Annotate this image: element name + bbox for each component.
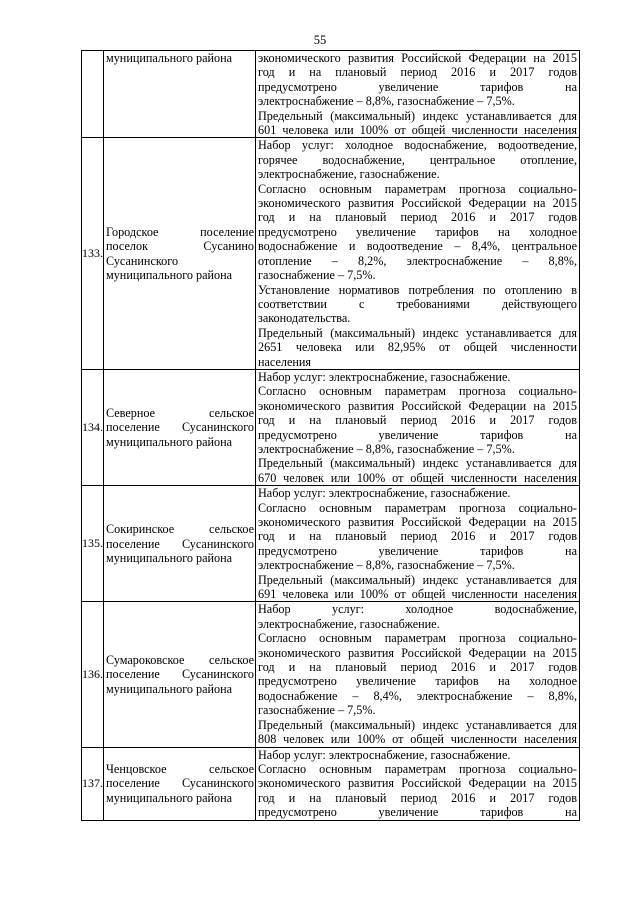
description-line: населения: [258, 354, 312, 369]
tariff-description-cell: [256, 369, 580, 485]
description-line: экономического развития Российской Федерации на 2015: [258, 51, 577, 65]
settlement-name-cell: [104, 369, 256, 485]
description-line: Предельный (максимальный) индекс устанавливается для: [258, 717, 577, 732]
description-line: электроснабжение, газоснабжение.: [258, 167, 440, 182]
row-number: 137.: [82, 747, 104, 820]
row-number: 136.: [82, 602, 104, 747]
description-line: год и на плановый период 2016 и 2017 годов: [258, 660, 577, 675]
description-line: 2651 человека или 82,95% от общей численности: [258, 340, 577, 355]
description-line: экономического развития Российской Федерации на 2015: [258, 515, 577, 529]
description-line: водоснабжение – 8,4%, электроснабжение – 8,8%,: [258, 688, 577, 703]
tariff-description-cell: [256, 51, 580, 138]
settlement-name-line: поселение Сусанинского: [106, 776, 254, 791]
settlement-name-line: муниципального района: [106, 51, 233, 65]
settlement-name-line: Сумароковское сельское: [106, 652, 254, 667]
settlement-name-line: муниципального района: [106, 790, 233, 805]
description-line: предусмотрено увеличение тарифов на: [258, 427, 577, 442]
description-line: электроснабжение – 8,8%, газоснабжение – 7,5%.: [258, 558, 515, 573]
settlement-name-line: Ченцовское сельское: [106, 761, 254, 776]
description-line: электроснабжение, газоснабжение.: [258, 616, 440, 631]
row-number: 134.: [82, 369, 104, 485]
row-number: [82, 51, 104, 138]
description-line: предусмотрено увеличение тарифов на холодное: [258, 224, 577, 239]
settlement-name-line: муниципального района: [106, 268, 233, 283]
description-line: водоснабжение и водоотведение – 8,4%, центральное: [258, 239, 577, 254]
description-line: Согласно основным параметрам прогноза социально-: [258, 761, 577, 776]
description-line: 691 человека или 100% от общей численности населения: [258, 587, 577, 602]
settlement-name-line: муниципального района: [106, 681, 233, 696]
description-line: 670 человек или 100% от общей численности населения: [258, 470, 577, 485]
description-line: Согласно основным параметрам прогноза социально-: [258, 181, 577, 196]
description-line: предусмотрено увеличение тарифов на: [258, 805, 577, 820]
description-line: год и на плановый период 2016 и 2017 годов: [258, 210, 577, 225]
description-line: год и на плановый период 2016 и 2017 годов: [258, 65, 577, 80]
description-line: Установление нормативов потребления по отоплению в: [258, 282, 577, 297]
description-line: газоснабжение – 7,5%.: [258, 268, 376, 283]
description-line: электроснабжение – 8,8%, газоснабжение – 7,5%.: [258, 94, 515, 109]
description-line: экономического развития Российской Федерации на 2015: [258, 398, 577, 413]
description-line: отопление – 8,2%, электроснабжение – 8,8%,: [258, 253, 577, 268]
description-line: Набор услуг: электроснабжение, газоснабжение.: [258, 369, 511, 384]
tariff-table-body: [82, 51, 580, 821]
table-row: [82, 486, 580, 602]
description-line: экономического развития Российской Федерации на 2015: [258, 196, 577, 211]
description-line: 601 человека или 100% от общей численности населения: [258, 123, 577, 138]
description-line: Предельный (максимальный) индекс устанавливается для: [258, 456, 577, 471]
settlement-name-line: Сусанинского: [106, 253, 179, 268]
settlement-name-line: Северное сельское: [106, 405, 254, 420]
tariff-description-cell: [256, 747, 580, 820]
description-line: Набор услуг: холодное водоснабжение,: [258, 602, 577, 617]
settlement-name-line: муниципального района: [106, 434, 233, 449]
description-line: 808 человек или 100% от общей численности населения: [258, 732, 577, 747]
table-row: [82, 602, 580, 747]
row-number: 135.: [82, 486, 104, 602]
tariff-description-cell: [256, 138, 580, 370]
table-row: [82, 51, 580, 138]
description-line: Набор услуг: электроснабжение, газоснабжение.: [258, 747, 511, 762]
description-line: год и на плановый период 2016 и 2017 годов: [258, 529, 577, 544]
description-line: экономического развития Российской Федерации на 2015: [258, 645, 577, 660]
table-row: [82, 747, 580, 820]
description-line: Предельный (максимальный) индекс устанавливается для: [258, 325, 577, 340]
description-line: год и на плановый период 2016 и 2017 годов: [258, 790, 577, 805]
description-line: экономического развития Российской Федерации на 2015: [258, 776, 577, 791]
description-line: Набор услуг: электроснабжение, газоснабжение.: [258, 486, 511, 501]
settlement-name-cell: [104, 747, 256, 820]
settlement-name-line: поселение Сусанинского: [106, 420, 254, 435]
description-line: газоснабжение – 7,5%.: [258, 703, 376, 718]
settlement-name-cell: [104, 486, 256, 602]
tariff-description-cell: [256, 486, 580, 602]
description-line: предусмотрено увеличение тарифов на: [258, 543, 577, 558]
table-row: [82, 369, 580, 485]
settlement-name-line: муниципального района: [106, 551, 233, 566]
tariff-description-cell: [256, 602, 580, 747]
page-number: 55: [313, 33, 327, 47]
description-line: Предельный (максимальный) индекс устанавливается для: [258, 572, 577, 587]
settlement-name-cell: [104, 138, 256, 370]
description-line: соответствии с требованиями действующего: [258, 296, 577, 311]
description-line: Предельный (максимальный) индекс устанавливается для: [258, 108, 577, 123]
settlement-name-cell: [104, 602, 256, 747]
settlement-name-line: Сокиринское сельское: [106, 522, 254, 537]
description-line: предусмотрено увеличение тарифов на холодное: [258, 674, 577, 689]
description-line: год и на плановый период 2016 и 2017 годов: [258, 413, 577, 428]
description-line: законодательства.: [258, 311, 351, 326]
settlement-name-line: поселок Сусанино: [106, 239, 254, 254]
description-line: Согласно основным параметрам прогноза социально-: [258, 384, 577, 399]
description-line: электроснабжение – 8,8%, газоснабжение – 7,5%.: [258, 441, 515, 456]
description-line: Согласно основным параметрам прогноза социально-: [258, 500, 577, 515]
settlement-name-line: поселение Сусанинского: [106, 667, 254, 682]
description-line: Набор услуг: холодное водоснабжение, водоотведение,: [258, 138, 577, 153]
settlement-name-line: Городское поселение: [106, 224, 254, 239]
tariff-table: [81, 50, 580, 821]
settlement-name-line: поселение Сусанинского: [106, 536, 254, 551]
row-number: 133.: [82, 138, 104, 370]
settlement-name-cell: [104, 51, 256, 138]
description-line: горячее водоснабжение, центральное отопление,: [258, 152, 577, 167]
description-line: предусмотрено увеличение тарифов на: [258, 79, 577, 94]
table-row: [82, 138, 580, 370]
description-line: Согласно основным параметрам прогноза социально-: [258, 631, 577, 646]
